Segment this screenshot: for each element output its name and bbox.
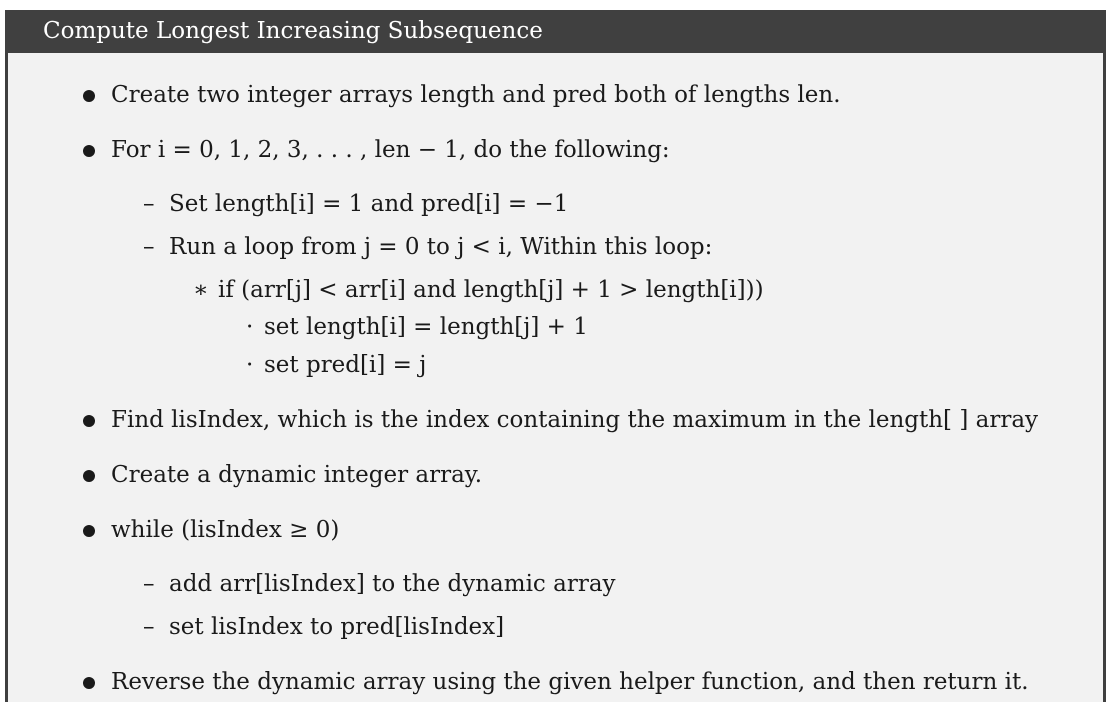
bullet-icon	[83, 415, 95, 427]
bullet-icon	[83, 677, 95, 689]
bullet-icon	[83, 90, 95, 102]
substep-add-element: add arr[lisIndex] to the dynamic array	[169, 571, 616, 597]
step-reverse-return: Reverse the dynamic array using the given helper function, and then return it.	[111, 669, 1029, 695]
step-for-loop: For i = 0, 1, 2, 3, . . . , len − 1, do the following:	[111, 137, 670, 163]
dot-marker: ·	[246, 314, 254, 340]
dot-marker: ·	[246, 352, 254, 378]
substep-set-initial: Set length[i] = 1 and pred[i] = −1	[169, 191, 569, 217]
step-while-loop: while (lisIndex ≥ 0)	[111, 517, 340, 543]
dash-marker: –	[143, 614, 155, 640]
substep-update-index: set lisIndex to pred[lisIndex]	[169, 614, 505, 640]
bullet-icon	[83, 470, 95, 482]
bullet-icon	[83, 525, 95, 537]
action-set-pred: set pred[i] = j	[264, 352, 427, 378]
dash-marker: –	[143, 571, 155, 597]
substep-inner-loop: Run a loop from j = 0 to j < i, Within this loop:	[169, 234, 713, 260]
star-marker: ∗	[193, 277, 209, 303]
dash-marker: –	[143, 191, 155, 217]
algorithm-steps	[8, 53, 1103, 702]
step-create-dynamic: Create a dynamic integer array.	[111, 462, 483, 488]
dash-marker: –	[143, 234, 155, 260]
action-set-length: set length[i] = length[j] + 1	[264, 314, 588, 340]
condition-if: if (arr[j] < arr[i] and length[j] + 1 > length[i]))	[218, 277, 764, 303]
algorithm-box	[5, 10, 1106, 702]
step-create-arrays: Create two integer arrays length and pred both of lengths len.	[111, 82, 841, 108]
box-title: Compute Longest Increasing Subsequence	[5, 10, 1106, 53]
bullet-icon	[83, 145, 95, 157]
step-find-index: Find lisIndex, which is the index containing the maximum in the length[ ] array	[111, 407, 1039, 433]
